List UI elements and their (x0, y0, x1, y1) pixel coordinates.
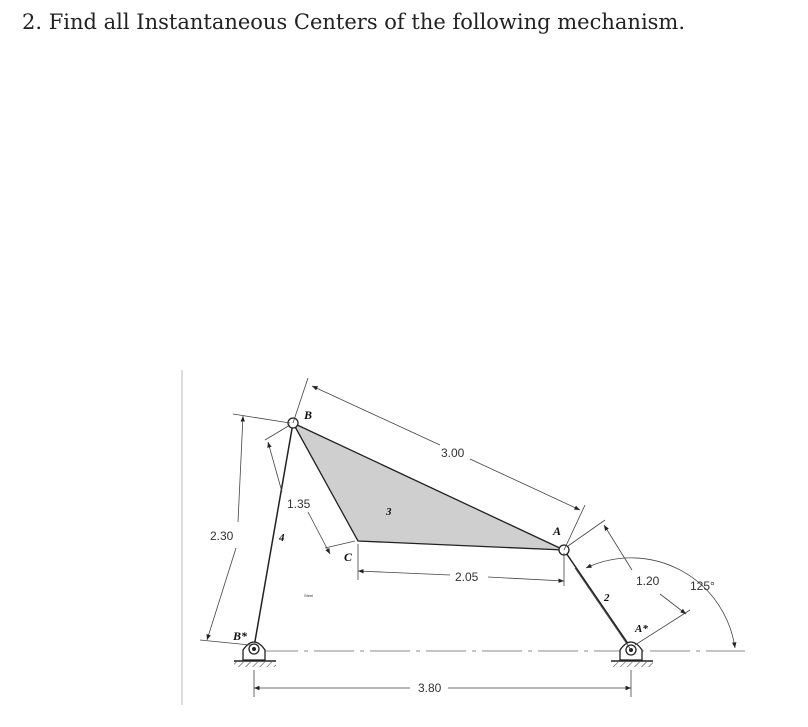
material-label-steel: Steel (304, 593, 314, 598)
link-label-2: 2 (604, 592, 610, 604)
dim-label-2-05: 2.05 (455, 570, 479, 584)
coupler-link-3 (293, 423, 564, 550)
dim-label-angle: 125° (690, 579, 715, 593)
dim-label-3-00: 3.00 (441, 446, 465, 460)
link-label-4: 4 (279, 532, 285, 544)
link-label-3: 3 (386, 506, 392, 518)
dimension-angle (575, 558, 735, 650)
problem-number: 2. (22, 10, 43, 34)
point-label-A: A (553, 524, 562, 538)
point-label-B: B (304, 408, 313, 422)
point-label-B-star: B* (233, 629, 248, 643)
problem-text: Find all Instantaneous Centers of the following mechanism. (48, 10, 686, 34)
link-2 (564, 550, 631, 648)
dim-label-3-80: 3.80 (418, 681, 442, 695)
dim-label-2-30: 2.30 (210, 529, 234, 543)
link-4 (254, 423, 293, 647)
point-label-A-star: A* (635, 623, 648, 635)
point-label-C: C (344, 550, 353, 564)
ground-support-B-star (234, 642, 276, 667)
ground-support-A-star (611, 642, 653, 667)
dimension-ground (254, 670, 631, 697)
dim-label-1-20: 1.20 (636, 574, 660, 588)
dim-label-1-35: 1.35 (287, 497, 311, 511)
